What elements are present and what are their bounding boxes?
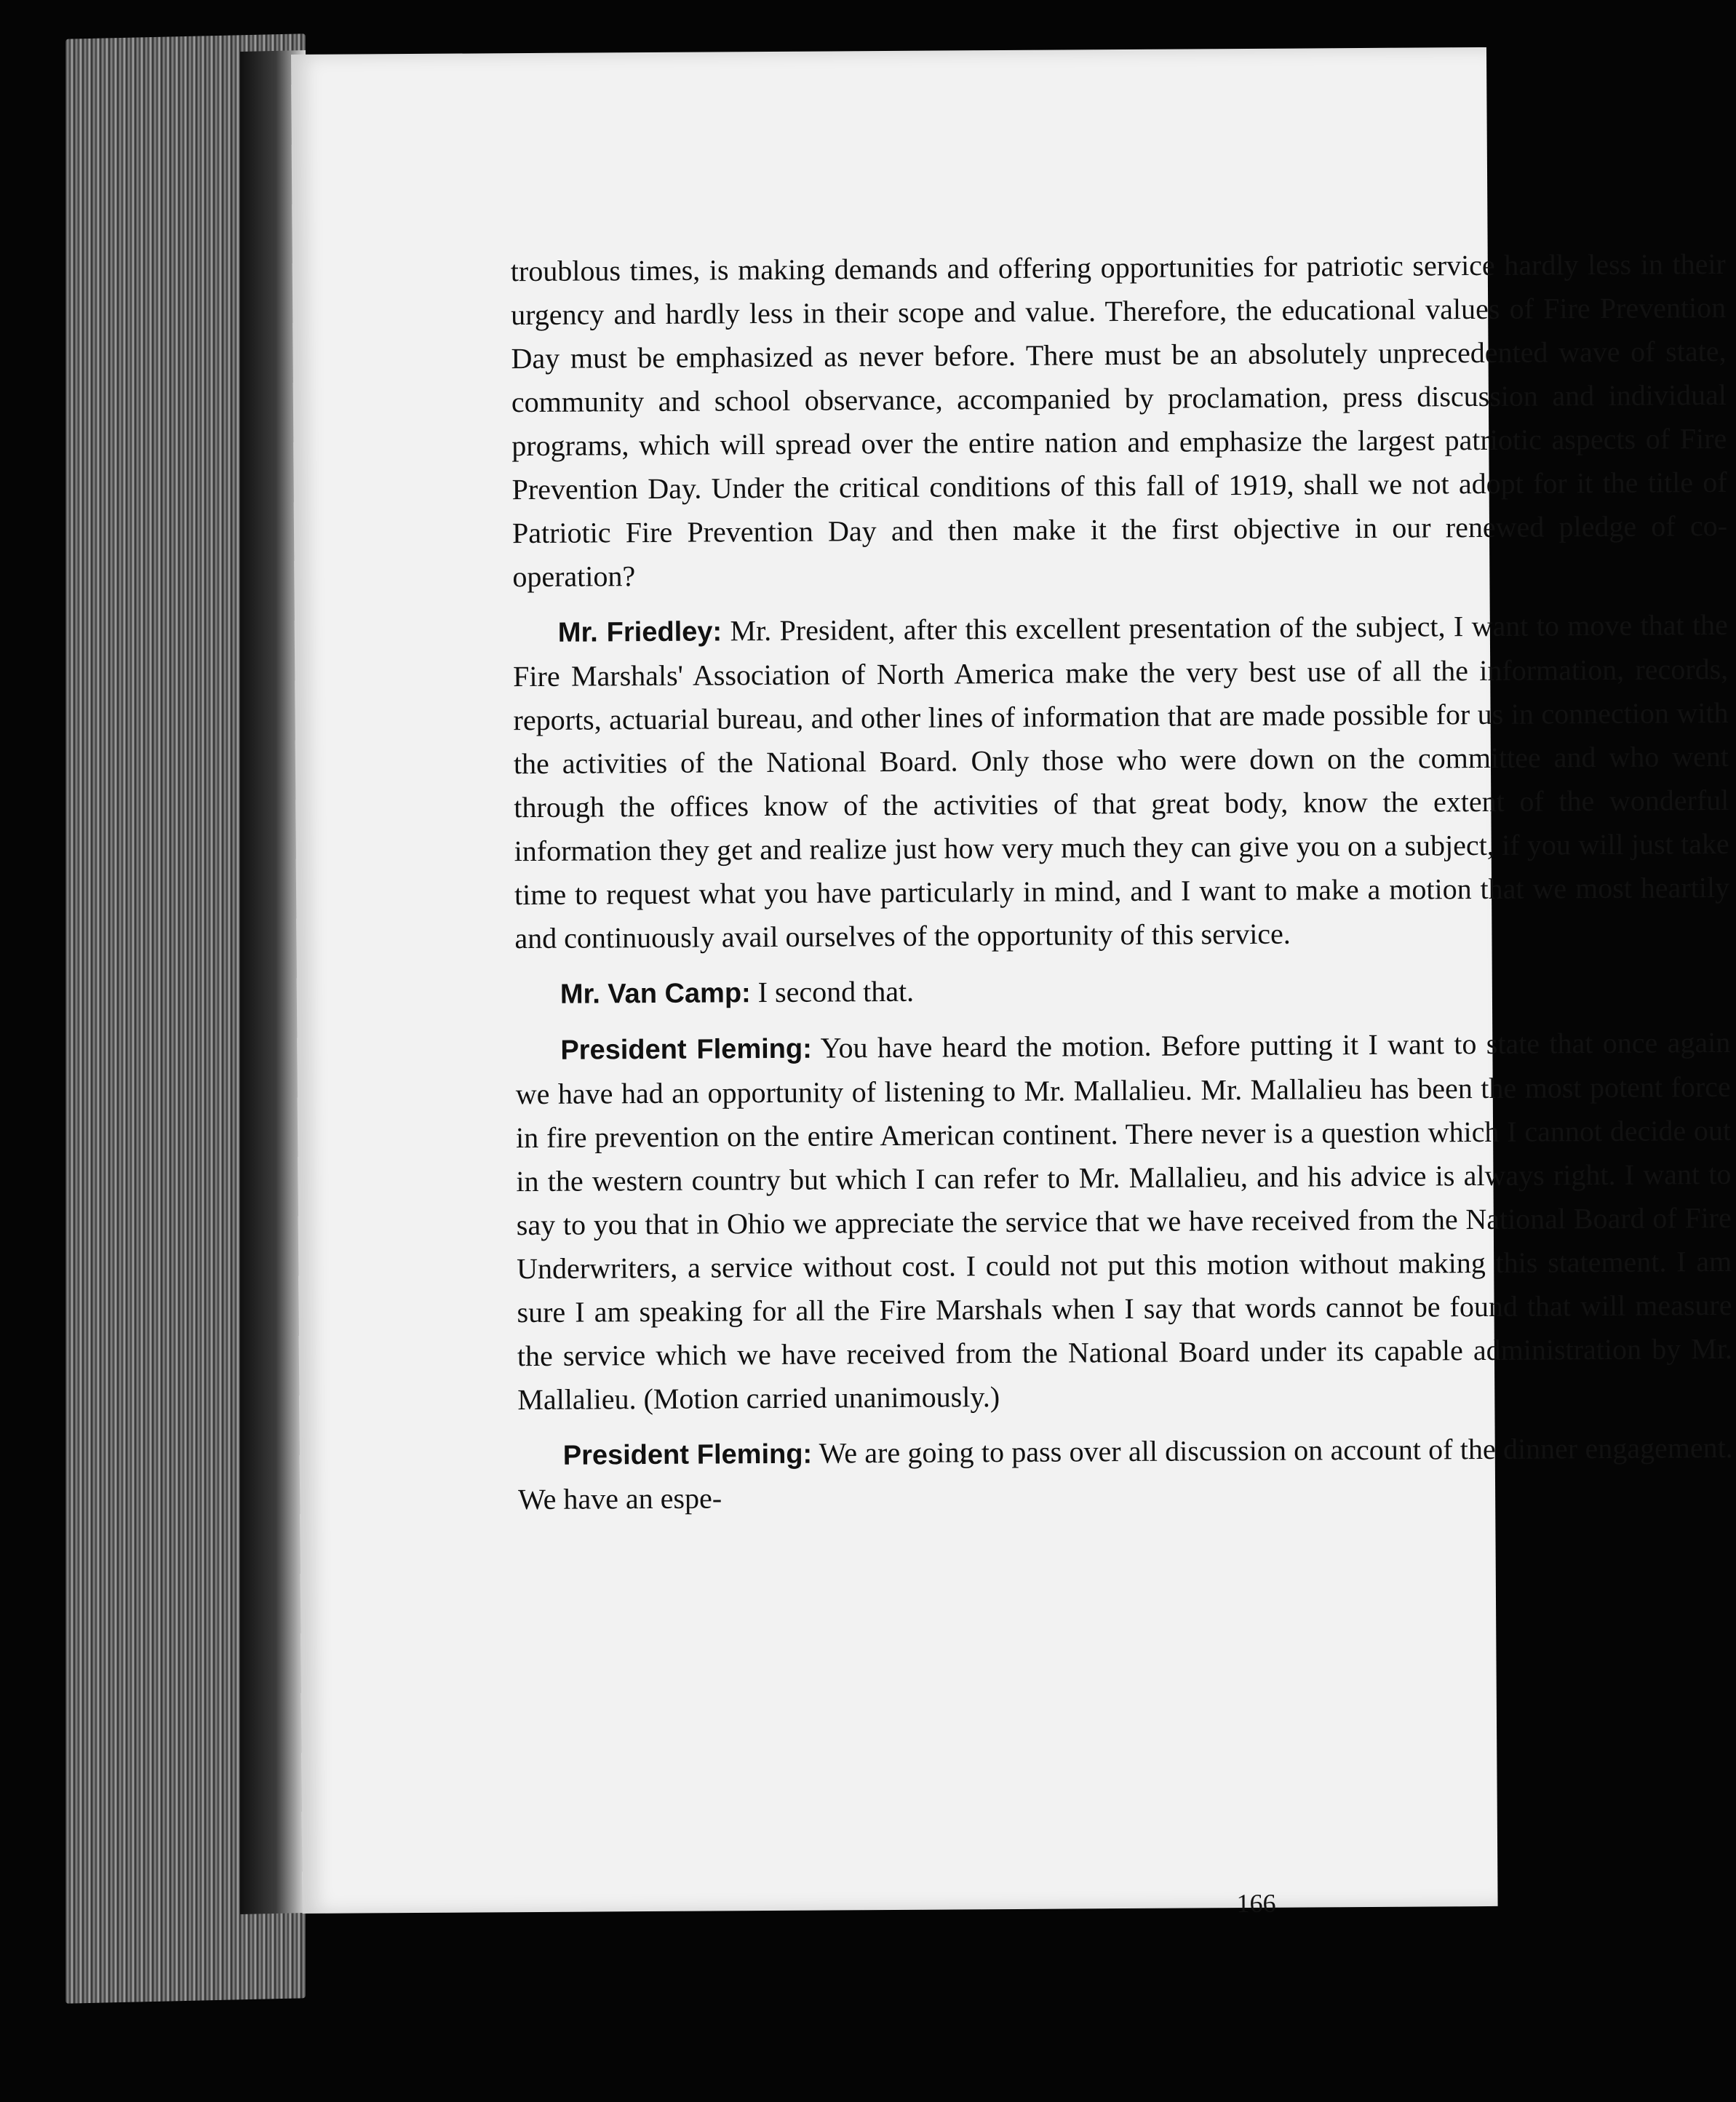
- speaker-label: Mr. Friedley:: [557, 616, 722, 648]
- paragraph-text: We are going to pass over all discussion on account of the dinner engagement. We have an espe-: [517, 1430, 1733, 1516]
- speaker-label: President Fleming:: [562, 1438, 813, 1471]
- paragraph-text: You have heard the motion. Before putting it I want to state that once again we have had an opportunity of listening to Mr. Mallalieu. Mr. Mallalieu has been the most potent force in fire prevention on the entire American continent. There never is a question which I cannot decide out in the western country but which I can refer to Mr. Mallalieu, and his advice is always right. I want to say to you that in Ohio we appreciate the service that we have received from the National Board of Fire Underwriters, a service without cost. I could not put this motion without making this statement. I am sure I am speaking for all the Fire Marshals when I say that words cannot be found that will measure the service which we have received from the National Board under its capable administration by Mr. Mallalieu. (Motion carried unanimously.): [515, 1025, 1733, 1417]
- speaker-label: Mr. Van Camp:: [560, 978, 751, 1010]
- page-body: [511, 242, 1734, 1533]
- paragraph-3: [515, 965, 1730, 1016]
- speaker-label: President Fleming:: [560, 1033, 812, 1066]
- paragraph-2: [513, 603, 1730, 960]
- paragraph-4: [515, 1021, 1732, 1422]
- paragraph-text: troublous times, is making demands and offering opportunities for patriotic service hardly less in their urgency and hardly less in their scope and value. Therefore, the educational values of Fire Prevention Day must be emphasized as never before. There must be an absolutely unprecedented wave of state, community and school observance, accompanied by proclamation, press discussion and individual programs, which will spread over the entire nation and emphasize the largest patriotic aspects of Fire Prevention Day. Under the critical conditions of this fall of 1919, shall we not adopt for it the title of Patriotic Fire Prevention Day and then make it the first objective in our renewed pledge of co-operation?: [510, 247, 1728, 594]
- paragraph-text: Mr. President, after this excellent presentation of the subject, I want to move that the Fire Marshals' Association of North America make the very best use of all the information, records, reports, actuarial bureau, and other lines of information that are made possible for us in connection with the activities of the National Board. Only those who were down on the committee and who went through the offices know of the activities of that great body, know the extent of the wonderful information they get and realize just how very much they can give you on a subject, if you will just take time to request what you have particularly in mind, and I want to make a motion that we most heartily and continuously avail ourselves of the opportunity of this service.: [513, 608, 1730, 955]
- paragraph-5: [518, 1426, 1734, 1521]
- paragraph-1: [511, 242, 1728, 599]
- book-page: [291, 47, 1733, 1919]
- page-number: 166: [1236, 1888, 1276, 1919]
- paragraph-text: I second that.: [757, 974, 915, 1009]
